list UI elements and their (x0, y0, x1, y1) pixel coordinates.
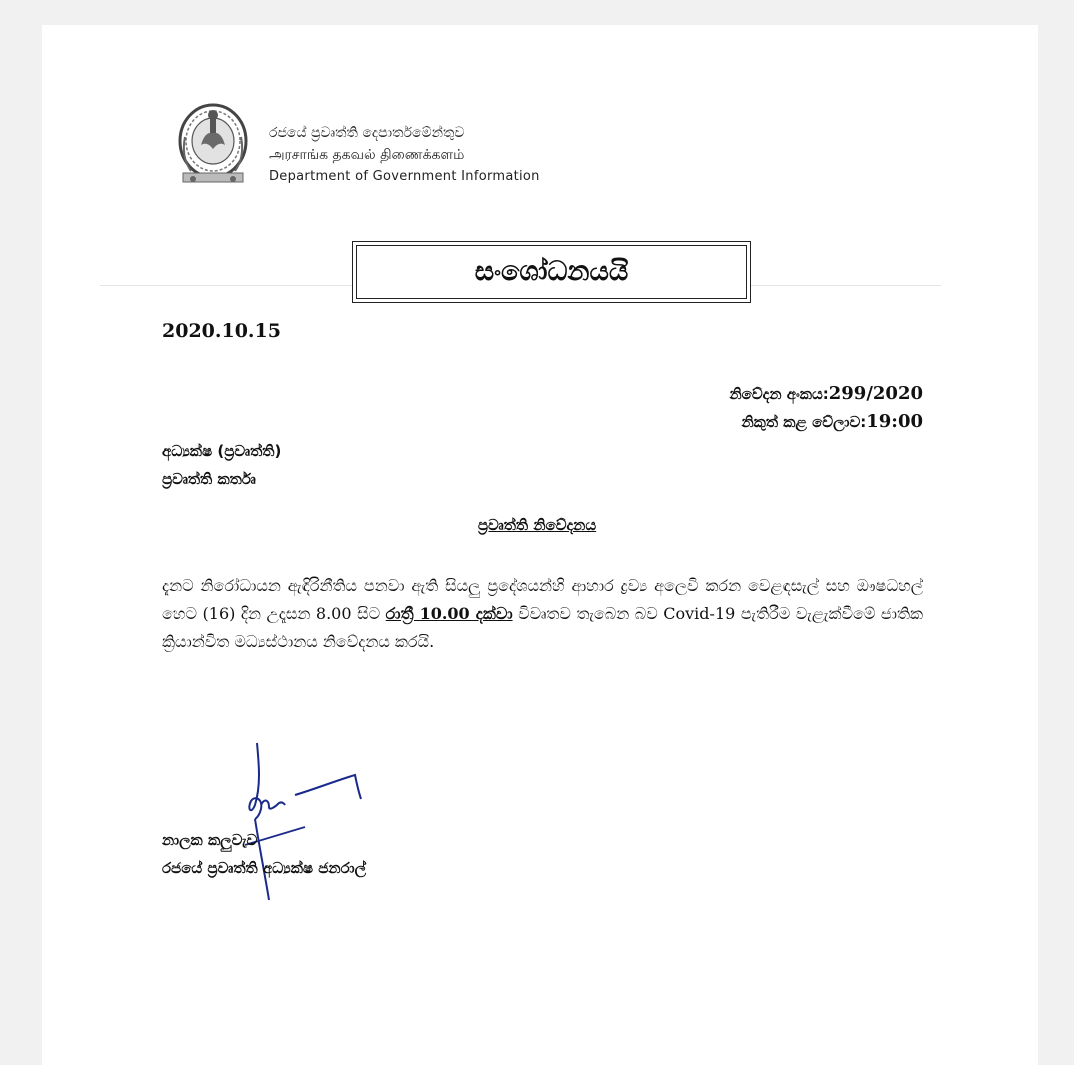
reference-block (729, 380, 923, 436)
issue-time-line (729, 408, 923, 436)
issue-time-value: 19:00 (866, 411, 923, 432)
issue-time-label: නිකුත් කළ වේලාව: (741, 413, 867, 431)
department-name-block (269, 122, 540, 188)
document-title: සංශෝධනයයි (356, 245, 747, 299)
addressee-line-1: අධ්‍යක්ෂ (ප්‍රවෘත්ති) (162, 442, 282, 460)
header-divider-right (751, 285, 941, 286)
title-box (352, 241, 751, 303)
body-text-part-1: දැනට නිරෝධායන ඇඳිරිනීතිය පනවා ඇති සියලු ප්‍රදේශයන්හි ආහාර ද්‍රව්‍ය අලෙවි කරන වෙළඳසැල් සහ ඖෂධහල් හෙට (16) දින උදෑසන 8.00 සිට (162, 576, 923, 623)
body-emphasis: රාත්‍රී 10.00 දක්වා (385, 604, 513, 623)
notice-number-label: නිවේදන අංකය: (729, 385, 829, 403)
signer-name: නාලක කලුවැව (162, 831, 258, 849)
signer-title: රජයේ ප්‍රවෘත්ති අධ්‍යක්ෂ ජනරාල් (162, 859, 367, 877)
addressee-block (162, 437, 281, 493)
department-name-tamil: அரசாங்க தகவல் திணைக்களம் (269, 147, 465, 163)
department-name-sinhala: රජයේ ප්‍රවෘත්ති දෙපාර්තමේන්තුව (269, 125, 465, 141)
notice-number-value: 299/2020 (828, 383, 923, 404)
document-date: 2020.10.15 (162, 320, 281, 342)
body-text-part-2: විවෘතව තැබෙන බව Covid-19 පැතිරීම වැළැක්වීමේ ජාතික ක්‍රියාන්විත මධ්‍යස්ථානය නිවේදනය කරයි. (162, 604, 924, 651)
notice-number-line (729, 380, 923, 408)
addressee-line-2: ප්‍රවෘත්ති කර්තෘ (162, 470, 256, 488)
department-name-english: Department of Government Information (269, 169, 540, 184)
notice-heading: ප්‍රවෘත්ති නිවේදනය (477, 516, 597, 534)
header-divider-left (100, 285, 352, 286)
government-emblem-icon (175, 97, 251, 189)
notice-body (162, 572, 923, 656)
signer-block (162, 826, 366, 882)
